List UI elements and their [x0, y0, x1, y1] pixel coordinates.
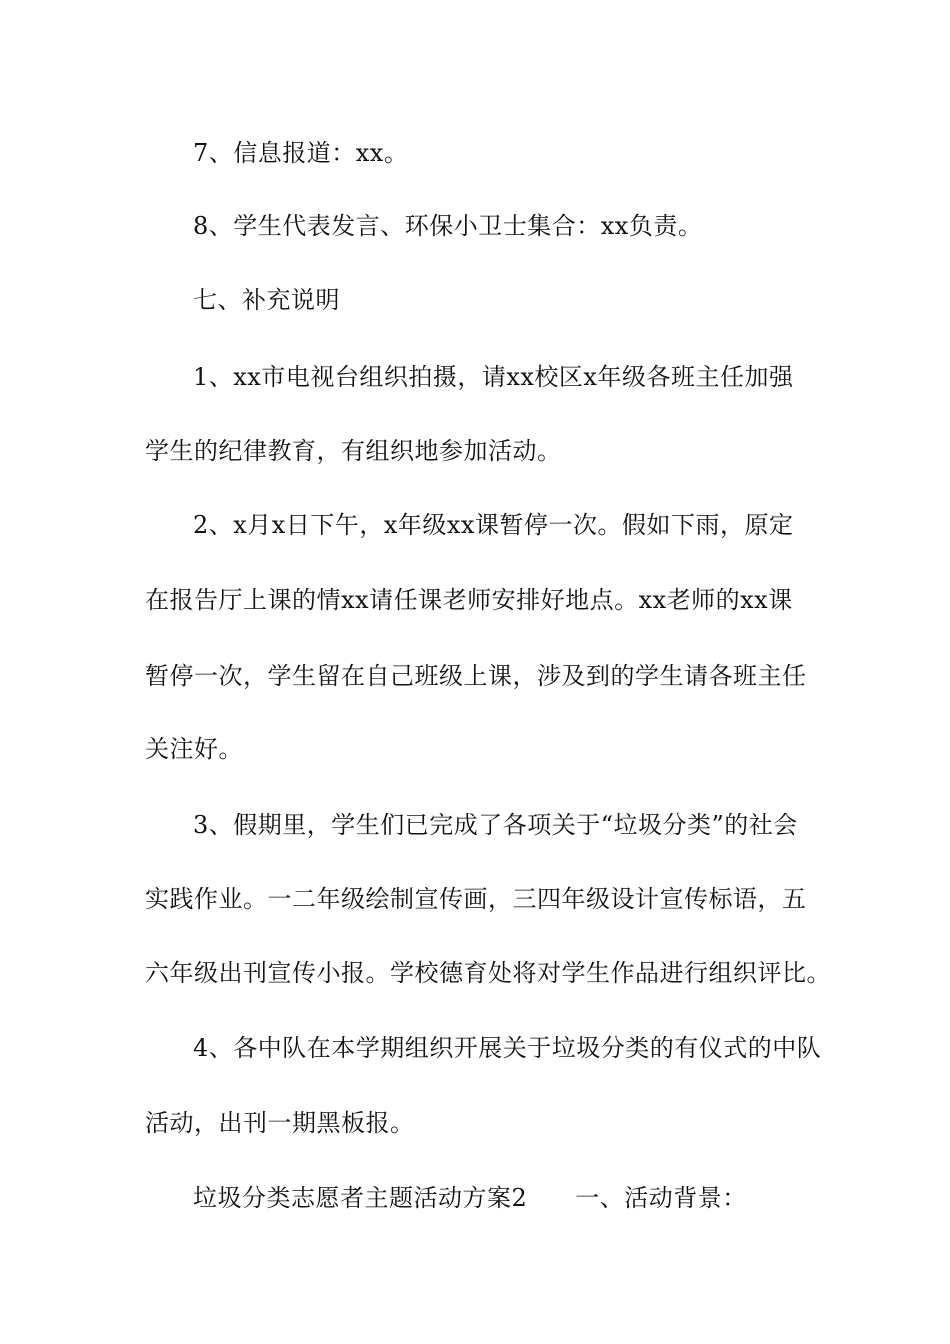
- final-line: [193, 1183, 863, 1213]
- paragraph-line: 在报告厅上课的情xx请任课老师安排好地点。xx老师的xx课: [145, 586, 793, 614]
- document-title: 垃圾分类志愿者主题活动方案2: [193, 1184, 528, 1212]
- paragraph-line: 暂停一次，学生留在自己班级上课，涉及到的学生请各班主任: [145, 662, 807, 690]
- paragraph-line: 1、xx市电视台组织拍摄，请xx校区x年级各班主任加强: [193, 363, 794, 391]
- paragraph-line: 实践作业。一二年级绘制宣传画，三四年级设计宣传标语，五: [145, 885, 807, 913]
- paragraph-line: 关注好。: [145, 735, 243, 763]
- paragraph-line: 活动，出刊一期黑板报。: [145, 1109, 415, 1137]
- section-heading: 七、补充说明: [193, 286, 340, 314]
- paragraph-line: 2、x月x日下午，x年级xx课暂停一次。假如下雨，原定: [193, 511, 794, 539]
- paragraph-line: 7、信息报道：xx。: [193, 139, 409, 167]
- paragraph-line: 六年级出刊宣传小报。学校德育处将对学生作品进行组织评比。: [145, 959, 831, 987]
- section-heading: 一、活动背景：: [575, 1184, 747, 1212]
- paragraph-line: 4、各中队在本学期组织开展关于垃圾分类的有仪式的中队: [193, 1034, 822, 1062]
- paragraph-line: 学生的纪律教育，有组织地参加活动。: [145, 437, 562, 465]
- paragraph-line: 8、学生代表发言、环保小卫士集合：xx负责。: [193, 212, 703, 240]
- paragraph-line: 3、假期里，学生们已完成了各项关于“垃圾分类”的社会: [193, 811, 798, 839]
